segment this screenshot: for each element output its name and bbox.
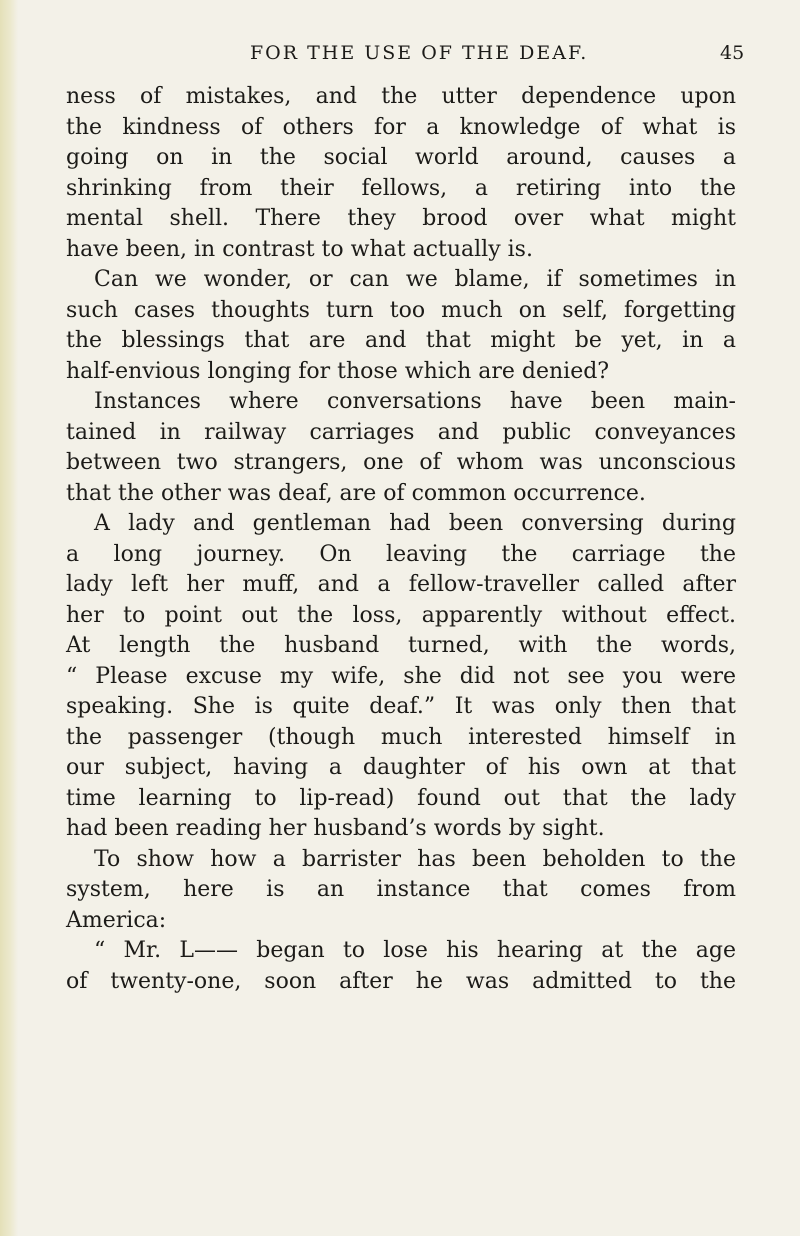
text-line: ness of mistakes, and the utter dependence upon — [66, 84, 736, 109]
text-line: To show how a barrister has been beholden to the — [94, 846, 736, 872]
text-line: mental shell. There they brood over what might — [66, 206, 736, 231]
text-line: a long journey. On leaving the carriage the — [66, 541, 736, 567]
text-line: At length the husband turned, with the words, — [66, 633, 736, 658]
text-line: of twenty-one, soon after he was admitted to the — [66, 968, 736, 994]
text-line: Instances where conversations have been main- — [94, 389, 736, 414]
text-line: the blessings that are and that might be yet, in a — [66, 328, 736, 353]
text-line: lady left her muff, and a fellow-traveller called after — [66, 572, 736, 597]
text-line: time learning to lip-read) found out that the lady — [66, 785, 736, 811]
text-line: such cases thoughts turn too much on self, forgetting — [66, 297, 736, 323]
text-line: A lady and gentleman had been conversing during — [94, 511, 736, 536]
text-line: system, here is an instance that comes from — [66, 877, 736, 902]
text-line: her to point out the loss, apparently without effect. — [66, 602, 736, 628]
text-line: Can we wonder, or can we blame, if sometimes in — [94, 267, 736, 292]
text-line: between two strangers, one of whom was unconscious — [66, 450, 736, 475]
running-head: FOR THE USE OF THE DEAF. — [250, 42, 589, 64]
text-line: the passenger (though much interested himself in — [66, 724, 736, 750]
text-line: that the other was deaf, are of common occurrence. — [66, 480, 646, 506]
text-line: half-envious longing for those which are denied? — [66, 358, 610, 384]
text-line: the kindness of others for a knowledge of what is — [66, 114, 736, 140]
text-line: tained in railway carriages and public conveyances — [66, 419, 736, 445]
text-line: our subject, having a daughter of his own at that — [66, 755, 736, 780]
text-line: shrinking from their fellows, a retiring into the — [66, 175, 736, 201]
text-line: “ Please excuse my wife, she did not see you were — [66, 663, 736, 689]
page-number: 45 — [720, 42, 745, 64]
text-line: speaking. She is quite deaf.” It was only then that — [66, 694, 736, 719]
text-line: have been, in contrast to what actually is. — [66, 236, 533, 262]
text-line: America: — [66, 907, 167, 933]
text-line: “ Mr. L—— began to lose his hearing at the age — [94, 938, 736, 963]
body-text — [66, 82, 736, 997]
text-line: had been reading her husband’s words by sight. — [66, 816, 605, 841]
text-line: going on in the social world around, causes a — [66, 145, 736, 170]
